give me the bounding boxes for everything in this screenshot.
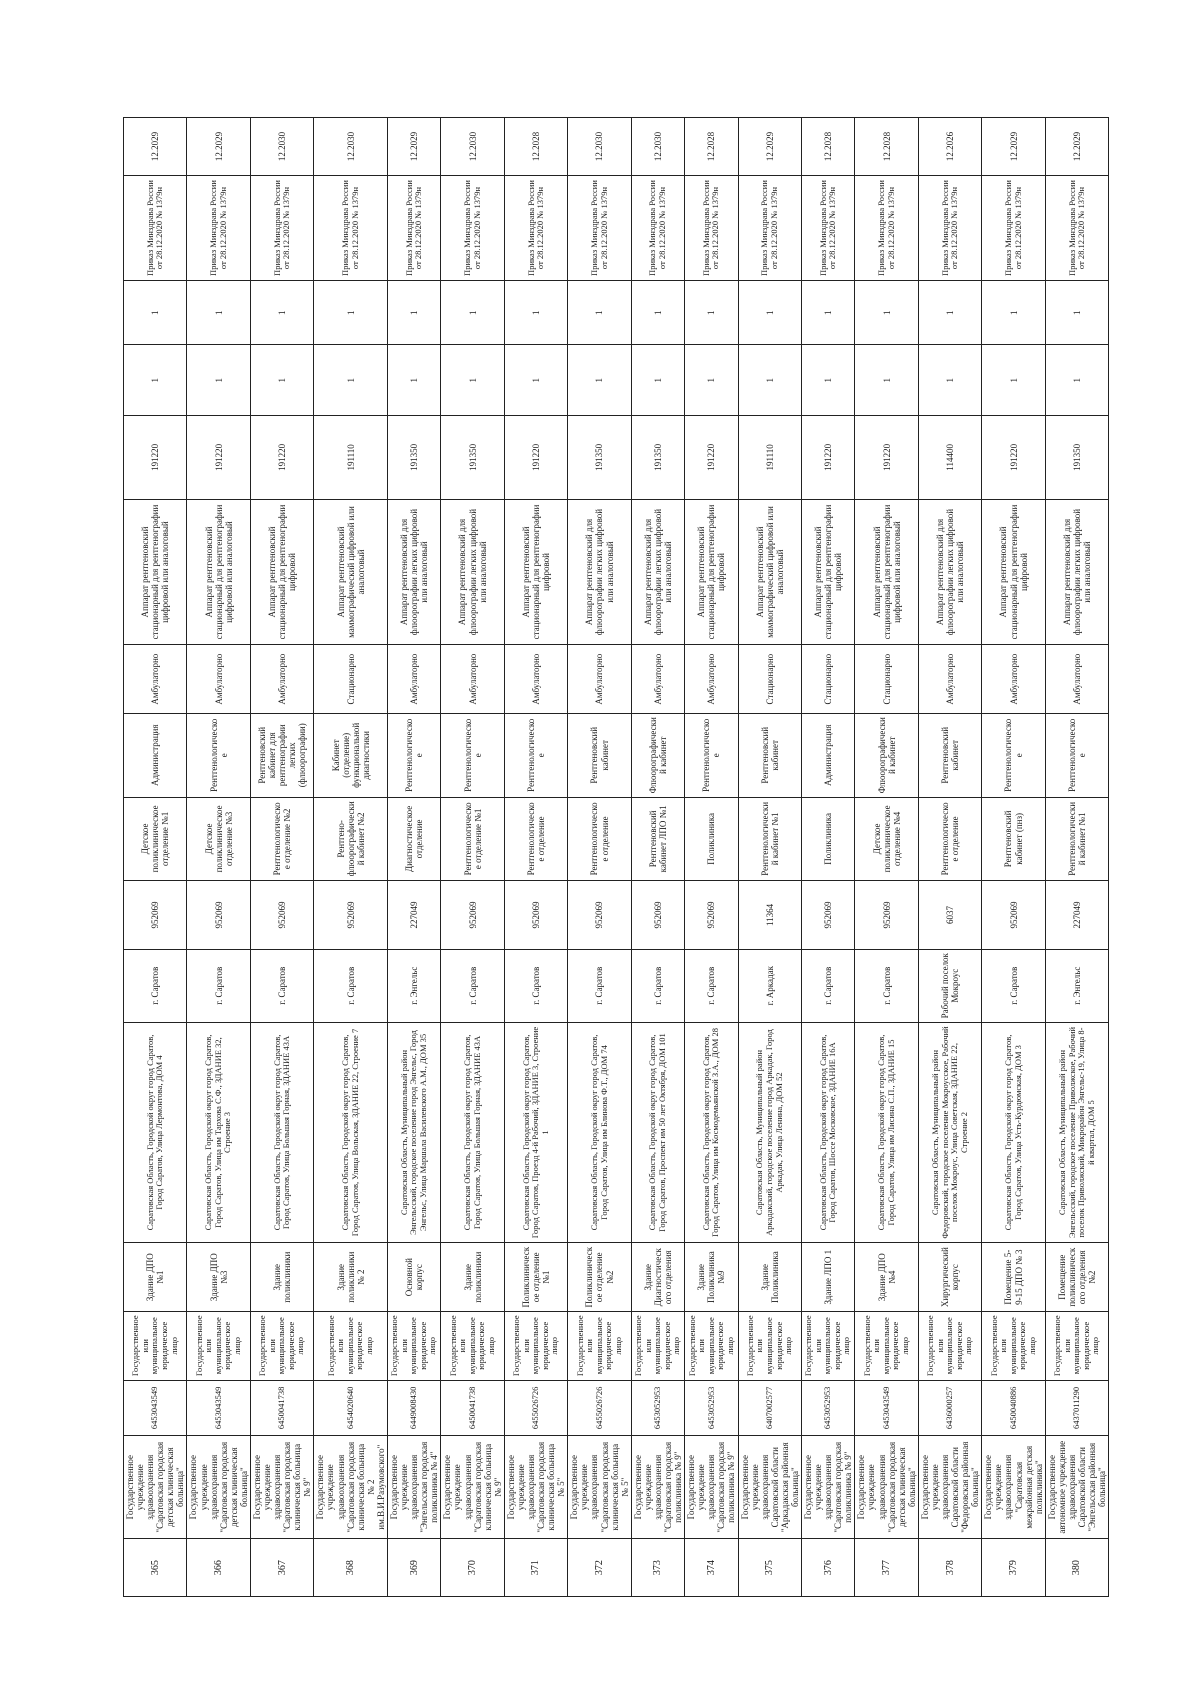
subdivision: Рентгеновский кабинет (738, 713, 801, 797)
department: Рентгеновский кабинет ЛПО №1 (631, 797, 684, 881)
quantity-planned: 1 (855, 281, 918, 345)
building-name: Здание Диагностического отделения (631, 1243, 684, 1312)
regulatory-document: Приказ Минздрава России от 28.12.2020 № 1379н (685, 176, 738, 281)
department: Поликлиника (802, 797, 855, 881)
table-row (918, 118, 981, 1597)
building-name: Здание ДПО №3 (187, 1243, 250, 1312)
address: Саратовская Область, Городской округ город Саратов, Город Саратов, Проспект им 50 лет Октября, ДОМ 101 (631, 1022, 684, 1243)
organization-name: Государственное учреждение здравоохранения Саратовской области "Федоровская районная больница" (918, 1436, 981, 1539)
okato-code: 952069 (568, 881, 631, 950)
department: Детское поликлиническое отделение №3 (187, 797, 250, 881)
quantity-required: 1 (568, 345, 631, 416)
quantity-required: 1 (441, 345, 504, 416)
quantity-planned: 1 (738, 281, 801, 345)
equipment-type: Аппарат рентгеновский маммографический цифровой или аналоговый (738, 499, 801, 645)
inn-code: 6453043549 (187, 1380, 250, 1436)
okato-code: 952069 (982, 881, 1045, 950)
table-row (504, 118, 567, 1597)
building-name: Поликлиническое отделение №1 (504, 1243, 567, 1312)
okato-code: 952069 (855, 881, 918, 950)
okato-code: 952069 (187, 881, 250, 950)
care-condition: Амбулаторно (685, 645, 738, 714)
building-name: Здание ДПО №4 (855, 1243, 918, 1312)
building-name: Здание ДПО №1 (124, 1243, 187, 1312)
care-condition: Амбулаторно (187, 645, 250, 714)
organization-name: Государственное учреждение здравоохранения "Саратовская межрайонная детская поликлиника" (982, 1436, 1045, 1539)
quantity-planned: 1 (387, 281, 440, 345)
regulatory-document: Приказ Минздрава России от 28.12.2020 № 1379н (855, 176, 918, 281)
regulatory-document: Приказ Минздрава России от 28.12.2020 № 1379н (504, 176, 567, 281)
equipment-type: Аппарат рентгеновский стационарный для рентгенографии цифровой или аналоговый (855, 499, 918, 645)
department: Рентгенологическое отделение (504, 797, 567, 881)
subdivision: Рентгеновский кабинет (568, 713, 631, 797)
quantity-required: 1 (504, 345, 567, 416)
okato-code: 952069 (314, 881, 388, 950)
regulatory-document: Приказ Минздрава России от 28.12.2020 № 1379н (738, 176, 801, 281)
quantity-required: 1 (982, 345, 1045, 416)
okato-code: 6037 (918, 881, 981, 950)
address: Саратовская Область, Городской округ город Саратов, Город Саратов, Проезд 4-й Рабочий, ЗДАНИЕ 3, Строение 1 (504, 1022, 567, 1243)
care-condition: Амбулаторно (504, 645, 567, 714)
inn-code: 6450040886 (982, 1380, 1045, 1436)
organization-name: Государственное учреждение здравоохранения "Энгельсская городская поликлиника № 4" (387, 1436, 440, 1539)
organization-name: Государственное учреждение здравоохранения "Саратовская городская детская клиническая больница" (124, 1436, 187, 1539)
regulatory-document: Приказ Минздрава России от 28.12.2020 № 1379н (568, 176, 631, 281)
row-number: 366 (187, 1539, 250, 1597)
building-name: Здание ЛПО 1 (802, 1243, 855, 1312)
care-condition: Стационарно (738, 645, 801, 714)
inn-code: 6454020640 (314, 1380, 388, 1436)
replacement-date: 12.2029 (124, 118, 187, 176)
subdivision: Рентгенологическое (387, 713, 440, 797)
address: Саратовская Область, Городской округ город Саратов, Город Саратов, Улица им Тархова С.Ф., ЗДАНИЕ 32, Строение 3 (187, 1022, 250, 1243)
replacement-date: 12.2029 (738, 118, 801, 176)
subdivision: Рентгеновский кабинет (918, 713, 981, 797)
okato-code: 952069 (631, 881, 684, 950)
equipment-type: Аппарат рентгеновский стационарный для рентгенографии цифровой (250, 499, 313, 645)
address: Саратовская Область, Муниципальный район Аркадакский, городское поселение город Аркадак, Город Аркадак, Улица Ленина, ДОМ 52 (738, 1022, 801, 1243)
equipment-code: 191220 (982, 416, 1045, 500)
equipment-code: 191220 (250, 416, 313, 500)
regulatory-document: Приказ Минздрава России от 28.12.2020 № 1379н (631, 176, 684, 281)
building-name: Основной корпус (387, 1243, 440, 1312)
regulatory-document: Приказ Минздрава России от 28.12.2020 № 1379н (802, 176, 855, 281)
subdivision: Рентгенологическое (504, 713, 567, 797)
care-condition: Амбулаторно (1045, 645, 1108, 714)
replacement-date: 12.2029 (387, 118, 440, 176)
quantity-planned: 1 (124, 281, 187, 345)
quantity-planned: 1 (1045, 281, 1108, 345)
organization-name: Государственное учреждение здравоохранения "Саратовская городская поликлиника № 9" (802, 1436, 855, 1539)
okato-code: 952069 (685, 881, 738, 950)
equipment-code: 191350 (631, 416, 684, 500)
subdivision: Администрация (124, 713, 187, 797)
organization-name: Государственное учреждение здравоохранения "Саратовская городская клиническая больница № 9" (250, 1436, 313, 1539)
regulatory-document: Приказ Минздрава России от 28.12.2020 № 1379н (314, 176, 388, 281)
department: Диагностическое отделение (387, 797, 440, 881)
row-number: 377 (855, 1539, 918, 1597)
quantity-required: 1 (631, 345, 684, 416)
quantity-planned: 1 (568, 281, 631, 345)
locality: г. Саратов (504, 949, 567, 1022)
replacement-date: 12.2029 (982, 118, 1045, 176)
row-number: 375 (738, 1539, 801, 1597)
department: Детское поликлиническое отделение №1 (124, 797, 187, 881)
building-name: Здание поликлиники № 2 (314, 1243, 388, 1312)
building-name: Помещение 5-9-15 ДПО № 3 (982, 1243, 1045, 1312)
inn-code: 6449008430 (387, 1380, 440, 1436)
inn-code: 6453052953 (685, 1380, 738, 1436)
quantity-planned: 1 (250, 281, 313, 345)
quantity-required: 1 (314, 345, 388, 416)
entity-type: Государственное или муниципальное юридическое лицо (250, 1311, 313, 1380)
department: Рентгенологическое отделение (918, 797, 981, 881)
quantity-required: 1 (738, 345, 801, 416)
row-number: 369 (387, 1539, 440, 1597)
row-number: 379 (982, 1539, 1045, 1597)
locality: г. Саратов (124, 949, 187, 1022)
equipment-code: 191350 (387, 416, 440, 500)
care-condition: Амбулаторно (124, 645, 187, 714)
equipment-code: 114400 (918, 416, 981, 500)
building-name: Поликлиническое отделение №2 (568, 1243, 631, 1312)
building-name: Здание поликлиники (441, 1243, 504, 1312)
quantity-required: 1 (685, 345, 738, 416)
inn-code: 6453043549 (855, 1380, 918, 1436)
department: Рентгенологическое отделение (568, 797, 631, 881)
entity-type: Государственное или муниципальное юридическое лицо (504, 1311, 567, 1380)
building-name: Здание Поликлиника (738, 1243, 801, 1312)
quantity-required: 1 (250, 345, 313, 416)
replacement-date: 12.2030 (631, 118, 684, 176)
equipment-type: Аппарат рентгеновский стационарный для рентгенографии цифровой (504, 499, 567, 645)
care-condition: Амбулаторно (918, 645, 981, 714)
row-number: 370 (441, 1539, 504, 1597)
organization-name: Государственное учреждение здравоохранения "Саратовская городская поликлиника № 9" (631, 1436, 684, 1539)
row-number: 378 (918, 1539, 981, 1597)
table-row (387, 118, 440, 1597)
department: Рентгено-флюорографический кабинет №2 (314, 797, 388, 881)
equipment-type: Аппарат рентгеновский для флюорографии легких цифровой или аналоговый (918, 499, 981, 645)
okato-code: 952069 (802, 881, 855, 950)
okato-code: 952069 (250, 881, 313, 950)
regulatory-document: Приказ Минздрава России от 28.12.2020 № 1379н (918, 176, 981, 281)
address: Саратовская Область, Муниципальный район Федоровский, городское поселение Мокроусское, Рабочий поселок Мокроус, Улица Советская, ЗДАНИЕ 22, Строение 2 (918, 1022, 981, 1243)
equipment-code: 191350 (1045, 416, 1108, 500)
equipment-code: 191110 (738, 416, 801, 500)
care-condition: Амбулаторно (441, 645, 504, 714)
subdivision: Рентгенологическое (982, 713, 1045, 797)
quantity-required: 1 (187, 345, 250, 416)
quantity-required: 1 (855, 345, 918, 416)
regulatory-document: Приказ Минздрава России от 28.12.2020 № 1379н (187, 176, 250, 281)
replacement-date: 12.2030 (441, 118, 504, 176)
table-row (855, 118, 918, 1597)
entity-type: Государственное или муниципальное юридическое лицо (314, 1311, 388, 1380)
care-condition: Амбулаторно (568, 645, 631, 714)
address: Саратовская Область, Городской округ город Саратов, Город Саратов, Улица Вольская, ЗДАНИЕ 22, Строение 7 (314, 1022, 388, 1243)
table-row (982, 118, 1045, 1597)
replacement-date: 12.2028 (855, 118, 918, 176)
department: Рентгенологический кабинет №1 (738, 797, 801, 881)
okato-code: 952069 (441, 881, 504, 950)
okato-code: 227049 (387, 881, 440, 950)
department: Детское поликлиническое отделение №4 (855, 797, 918, 881)
locality: г. Саратов (187, 949, 250, 1022)
organization-name: Государственное учреждение здравоохранения "Саратовская городская детская клиническая больница" (187, 1436, 250, 1539)
subdivision: Рентгеновский кабинет для рентгенографии легких (флюорографии) (250, 713, 313, 797)
equipment-type: Аппарат рентгеновский маммографический цифровой или аналоговый (314, 499, 388, 645)
table-row (568, 118, 631, 1597)
table-row (738, 118, 801, 1597)
entity-type: Государственное или муниципальное юридическое лицо (124, 1311, 187, 1380)
replacement-date: 12.2029 (1045, 118, 1108, 176)
row-number: 374 (685, 1539, 738, 1597)
locality: Рабочий поселок Мокроус (918, 949, 981, 1022)
equipment-registry-table (123, 117, 1109, 1597)
inn-code: 6450041738 (441, 1380, 504, 1436)
equipment-type: Аппарат рентгеновский стационарный для рентгенографии цифровой или аналоговый (124, 499, 187, 645)
equipment-code: 191220 (187, 416, 250, 500)
locality: г. Саратов (441, 949, 504, 1022)
regulatory-document: Приказ Минздрава России от 28.12.2020 № 1379н (124, 176, 187, 281)
inn-code: 6453052953 (631, 1380, 684, 1436)
equipment-type: Аппарат рентгеновский для флюорографии легких цифровой или аналоговый (568, 499, 631, 645)
quantity-required: 1 (1045, 345, 1108, 416)
replacement-date: 12.2030 (568, 118, 631, 176)
subdivision: Рентгенологическое (685, 713, 738, 797)
equipment-type: Аппарат рентгеновский стационарный для рентгенографии цифровой (802, 499, 855, 645)
quantity-planned: 1 (504, 281, 567, 345)
equipment-code: 191220 (685, 416, 738, 500)
table-row (441, 118, 504, 1597)
building-name: Хирургический корпус (918, 1243, 981, 1312)
row-number: 365 (124, 1539, 187, 1597)
quantity-required: 1 (802, 345, 855, 416)
table-row (124, 118, 187, 1597)
address: Саратовская Область, Городской округ город Саратов, Город Саратов, Улица Большая Горная, ЗДАНИЕ 43А (441, 1022, 504, 1243)
organization-name: Государственное автономное учреждение здравоохранения Саратовской области "Энгельсская районная больница" (1045, 1436, 1108, 1539)
organization-name: Государственное учреждение здравоохранения "Саратовская городская клиническая больница № 5" (568, 1436, 631, 1539)
inn-code: 6455026726 (504, 1380, 567, 1436)
equipment-type: Аппарат рентгеновский для флюорографии легких цифровой или аналоговый (1045, 499, 1108, 645)
quantity-planned: 1 (918, 281, 981, 345)
locality: г. Саратов (568, 949, 631, 1022)
department: Рентгенологическое отделение №2 (250, 797, 313, 881)
okato-code: 952069 (124, 881, 187, 950)
building-name: Здание Поликлиника №9 (685, 1243, 738, 1312)
quantity-planned: 1 (982, 281, 1045, 345)
entity-type: Государственное или муниципальное юридическое лицо (982, 1311, 1045, 1380)
quantity-planned: 1 (441, 281, 504, 345)
care-condition: Стационарно (855, 645, 918, 714)
entity-type: Государственное или муниципальное юридическое лицо (802, 1311, 855, 1380)
quantity-planned: 1 (631, 281, 684, 345)
locality: г. Саратов (250, 949, 313, 1022)
quantity-planned: 1 (802, 281, 855, 345)
department: Рентгенологическое отделение №1 (441, 797, 504, 881)
okato-code: 227049 (1045, 881, 1108, 950)
regulatory-document: Приказ Минздрава России от 28.12.2020 № 1379н (387, 176, 440, 281)
locality: г. Саратов (982, 949, 1045, 1022)
address: Саратовская Область, Муниципальный район Энгельсский, городское поселение город Энгельс, Город Энгельс, Улица Маршала Василевского А.М., ДОМ 35 (387, 1022, 440, 1243)
subdivision: Флюорографический кабинет (631, 713, 684, 797)
care-condition: Амбулаторно (982, 645, 1045, 714)
locality: г. Саратов (631, 949, 684, 1022)
quantity-planned: 1 (187, 281, 250, 345)
row-number: 372 (568, 1539, 631, 1597)
department: Поликлиника (685, 797, 738, 881)
care-condition: Амбулаторно (631, 645, 684, 714)
entity-type: Государственное или муниципальное юридическое лицо (738, 1311, 801, 1380)
inn-code: 6436000257 (918, 1380, 981, 1436)
entity-type: Государственное или муниципальное юридическое лицо (387, 1311, 440, 1380)
quantity-planned: 1 (314, 281, 388, 345)
equipment-type: Аппарат рентгеновский для флюорографии легких цифровой или аналоговый (387, 499, 440, 645)
row-number: 380 (1045, 1539, 1108, 1597)
table-row (1045, 118, 1108, 1597)
care-condition: Стационарно (802, 645, 855, 714)
locality: г. Энгельс (387, 949, 440, 1022)
entity-type: Государственное или муниципальное юридическое лицо (855, 1311, 918, 1380)
inn-code: 6453052953 (802, 1380, 855, 1436)
equipment-code: 191220 (504, 416, 567, 500)
care-condition: Стационарно (314, 645, 388, 714)
table-row (250, 118, 313, 1597)
address: Саратовская Область, Городской округ город Саратов, Город Саратов, Улица им Блинова Ф.Т., ДОМ 74 (568, 1022, 631, 1243)
inn-code: 6453043549 (124, 1380, 187, 1436)
table-row (631, 118, 684, 1597)
quantity-required: 1 (387, 345, 440, 416)
regulatory-document: Приказ Минздрава России от 28.12.2020 № 1379н (1045, 176, 1108, 281)
subdivision: Флюорографический кабинет (855, 713, 918, 797)
equipment-type: Аппарат рентгеновский для флюорографии легких цифровой или аналоговый (441, 499, 504, 645)
table-row (685, 118, 738, 1597)
regulatory-document: Приказ Минздрава России от 28.12.2020 № 1379н (441, 176, 504, 281)
equipment-type: Аппарат рентгеновский стационарный для рентгенографии цифровой или аналоговый (187, 499, 250, 645)
subdivision: Рентгенологическое (441, 713, 504, 797)
entity-type: Государственное или муниципальное юридическое лицо (918, 1311, 981, 1380)
entity-type: Государственное или муниципальное юридическое лицо (1045, 1311, 1108, 1380)
department: Рентгенологический кабинет №1 (1045, 797, 1108, 881)
okato-code: 952069 (504, 881, 567, 950)
address: Саратовская Область, Городской округ город Саратов, Город Саратов, Улица им Космодемьянской З.А., ДОМ 28 (685, 1022, 738, 1243)
locality: г. Саратов (802, 949, 855, 1022)
address: Саратовская Область, Городской округ город Саратов, Город Саратов, Улица Большая Горная, ЗДАНИЕ 43А (250, 1022, 313, 1243)
replacement-date: 12.2026 (918, 118, 981, 176)
care-condition: Амбулаторно (250, 645, 313, 714)
equipment-type: Аппарат рентгеновский стационарный для рентгенографии цифровой (982, 499, 1045, 645)
organization-name: Государственное учреждение здравоохранения "Саратовская городская клиническая больница № 9" (441, 1436, 504, 1539)
replacement-date: 12.2028 (802, 118, 855, 176)
locality: г. Саратов (855, 949, 918, 1022)
inn-code: 6450041738 (250, 1380, 313, 1436)
inn-code: 6407002577 (738, 1380, 801, 1436)
table-row (802, 118, 855, 1597)
entity-type: Государственное или муниципальное юридическое лицо (187, 1311, 250, 1380)
okato-code: 11364 (738, 881, 801, 950)
organization-name: Государственное учреждение здравоохранения Саратовской области "Аркадакская районная больница" (738, 1436, 801, 1539)
quantity-planned: 1 (685, 281, 738, 345)
department: Рентгеновский кабинет (пнз) (982, 797, 1045, 881)
quantity-required: 1 (124, 345, 187, 416)
replacement-date: 12.2029 (187, 118, 250, 176)
entity-type: Государственное или муниципальное юридическое лицо (568, 1311, 631, 1380)
table-row (314, 118, 388, 1597)
equipment-code: 191220 (124, 416, 187, 500)
address: Саратовская Область, Городской округ город Саратов, Город Саратов, Улица Лермонтова, ДОМ 4 (124, 1022, 187, 1243)
address: Саратовская Область, Городской округ город Саратов, Город Саратов, Шоссе Московское, ЗДАНИЕ 16А (802, 1022, 855, 1243)
address: Саратовская Область, Городской округ город Саратов, Город Саратов, Улица Усть-Курдюмская, ДОМ 3 (982, 1022, 1045, 1243)
equipment-code: 191350 (441, 416, 504, 500)
organization-name: Государственное учреждение здравоохранения "Саратовская городская поликлиника № 9" (685, 1436, 738, 1539)
rotated-table-container (123, 117, 1108, 1597)
equipment-type: Аппарат рентгеновский стационарный для рентгенографии цифровой (685, 499, 738, 645)
organization-name: Государственное учреждение здравоохранения "Саратовская городская детская клиническая больница" (855, 1436, 918, 1539)
row-number: 368 (314, 1539, 388, 1597)
replacement-date: 12.2028 (504, 118, 567, 176)
row-number: 376 (802, 1539, 855, 1597)
row-number: 373 (631, 1539, 684, 1597)
equipment-type: Аппарат рентгеновский для флюорографии легких цифровой или аналоговый (631, 499, 684, 645)
subdivision: Кабинет (отделение) функциональной диагностики (314, 713, 388, 797)
table-row (187, 118, 250, 1597)
inn-code: 6455026726 (568, 1380, 631, 1436)
entity-type: Государственное или муниципальное юридическое лицо (631, 1311, 684, 1380)
equipment-code: 191110 (314, 416, 388, 500)
replacement-date: 12.2030 (314, 118, 388, 176)
building-name: Помещение поликлинического отделения №2 (1045, 1243, 1108, 1312)
replacement-date: 12.2028 (685, 118, 738, 176)
row-number: 371 (504, 1539, 567, 1597)
organization-name: Государственное учреждение здравоохранения "Саратовская городская клиническая больница № 2 им.В.И.Разумовского" (314, 1436, 388, 1539)
subdivision: Рентгенологическое (1045, 713, 1108, 797)
locality: г. Саратов (314, 949, 388, 1022)
row-number: 367 (250, 1539, 313, 1597)
address: Саратовская Область, Городской округ город Саратов, Город Саратов, Улица им Лисина С.П., ЗДАНИЕ 15 (855, 1022, 918, 1243)
building-name: Здание поликлиники (250, 1243, 313, 1312)
replacement-date: 12.2030 (250, 118, 313, 176)
regulatory-document: Приказ Минздрава России от 28.12.2020 № 1379н (250, 176, 313, 281)
locality: г. Энгельс (1045, 949, 1108, 1022)
quantity-required: 1 (918, 345, 981, 416)
organization-name: Государственное учреждение здравоохранения "Саратовская городская клиническая больница № 5" (504, 1436, 567, 1539)
entity-type: Государственное или муниципальное юридическое лицо (685, 1311, 738, 1380)
locality: г. Аркадак (738, 949, 801, 1022)
address: Саратовская Область, Муниципальный район Энгельсский, городское поселение Приволжское, Рабочий поселок Приволжский, Микрорайон Энгельс-19, Улица 8-й квартал, ДОМ 5 (1045, 1022, 1108, 1243)
care-condition: Амбулаторно (387, 645, 440, 714)
entity-type: Государственное или муниципальное юридическое лицо (441, 1311, 504, 1380)
subdivision: Рентгенологическое (187, 713, 250, 797)
regulatory-document: Приказ Минздрава России от 28.12.2020 № 1379н (982, 176, 1045, 281)
inn-code: 6437011290 (1045, 1380, 1108, 1436)
equipment-code: 191220 (855, 416, 918, 500)
equipment-code: 191350 (568, 416, 631, 500)
subdivision: Администрация (802, 713, 855, 797)
locality: г. Саратов (685, 949, 738, 1022)
equipment-code: 191220 (802, 416, 855, 500)
